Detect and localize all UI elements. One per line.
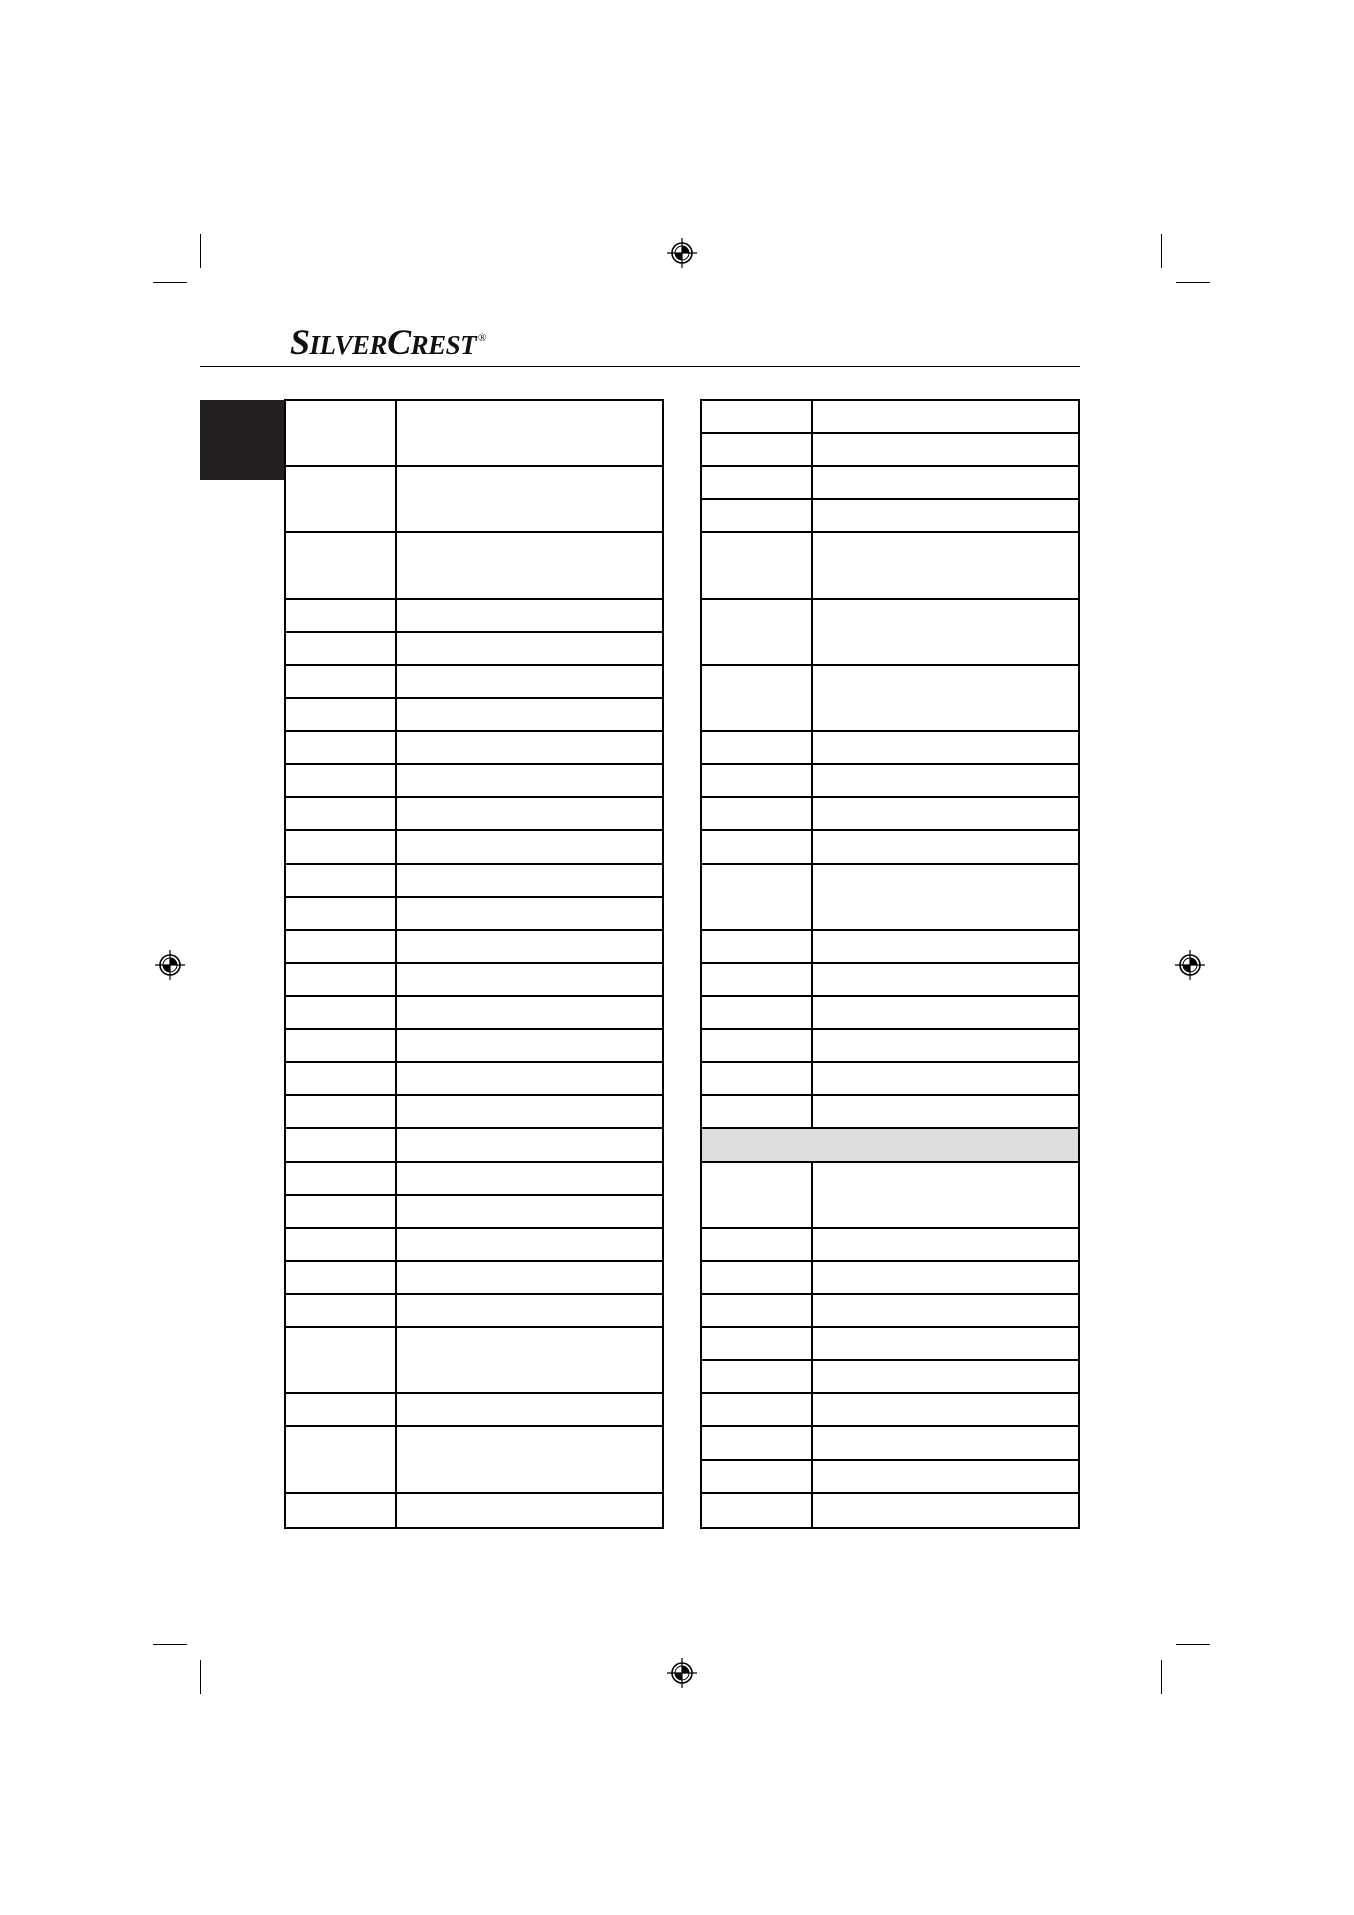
table-cell-label — [702, 1030, 813, 1061]
table-row — [286, 1394, 662, 1427]
table-cell-value — [397, 1096, 662, 1127]
table-row — [702, 1427, 1078, 1460]
table-row — [702, 1163, 1078, 1229]
table-cell-label — [286, 1196, 397, 1227]
table-cell-value — [397, 865, 662, 896]
table-cell-label — [286, 1295, 397, 1326]
table-row — [286, 467, 662, 533]
table-cell-label — [702, 1461, 813, 1492]
table-cell-value — [397, 831, 662, 862]
table-row — [702, 964, 1078, 997]
table-cell-label — [702, 600, 813, 664]
table-cell-label — [286, 798, 397, 829]
table-cell-value — [813, 500, 1078, 531]
table-cell-label — [702, 798, 813, 829]
table-cell-label — [702, 434, 813, 465]
table-cell-label — [702, 1163, 813, 1227]
table-row — [702, 1096, 1078, 1129]
table-cell-label — [286, 600, 397, 631]
table-row — [702, 1262, 1078, 1295]
table-row — [286, 1129, 662, 1162]
table-cell-value — [397, 1295, 662, 1326]
table-row — [702, 1030, 1078, 1063]
table-row — [286, 1427, 662, 1493]
table-cell-value — [397, 732, 662, 763]
table-row — [286, 865, 662, 898]
table-cell-label — [702, 1394, 813, 1425]
table-cell-label — [286, 732, 397, 763]
table-cell-value — [397, 1129, 662, 1160]
table-row — [286, 1295, 662, 1328]
table-cell-label — [286, 1427, 397, 1491]
table-cell-label — [702, 1229, 813, 1260]
table-cell-value — [813, 467, 1078, 498]
table-row — [286, 765, 662, 798]
table-row — [702, 931, 1078, 964]
table-cell-value — [813, 865, 1078, 929]
table-cell-label — [286, 964, 397, 995]
table-row — [702, 600, 1078, 666]
table-cell-value — [813, 1262, 1078, 1293]
table-row — [286, 1163, 662, 1196]
table-cell-label — [286, 1063, 397, 1094]
table-cell-value — [813, 666, 1078, 730]
table-cell-label — [286, 1494, 397, 1527]
table-row — [702, 997, 1078, 1030]
table-cell-label — [702, 997, 813, 1028]
table-row — [286, 1229, 662, 1262]
table-row — [702, 500, 1078, 533]
table-cell-value — [397, 600, 662, 631]
table-cell-label — [286, 1394, 397, 1425]
table-row — [702, 1494, 1078, 1527]
table-cell-label — [702, 533, 813, 597]
table-row — [286, 633, 662, 666]
table-cell-value — [397, 1262, 662, 1293]
table-cell-label — [286, 1030, 397, 1061]
table-cell-label — [702, 401, 813, 432]
table-cell-label — [286, 401, 397, 465]
table-row — [286, 600, 662, 633]
table-cell-label — [286, 699, 397, 730]
table-cell-label — [702, 964, 813, 995]
table-row — [702, 798, 1078, 831]
table-cell-label — [702, 1129, 1078, 1160]
crop-mark-bottom-left-h — [153, 1644, 187, 1645]
table-cell-value — [397, 997, 662, 1028]
table-cell-value — [397, 699, 662, 730]
table-cell-label — [702, 1494, 813, 1527]
table-cell-label — [286, 831, 397, 862]
table-row — [286, 964, 662, 997]
table-cell-label — [286, 865, 397, 896]
registration-mark-right-icon — [1175, 950, 1205, 980]
table-cell-value — [397, 765, 662, 796]
table-row — [286, 666, 662, 699]
table-cell-value — [397, 798, 662, 829]
table-cell-label — [702, 931, 813, 962]
table-cell-label — [286, 1229, 397, 1260]
table-row — [286, 1262, 662, 1295]
table-cell-value — [397, 467, 662, 531]
table-cell-label — [702, 1328, 813, 1359]
table-cell-value — [813, 1163, 1078, 1227]
crop-mark-bottom-right-v — [1161, 1660, 1162, 1694]
table-cell-label — [286, 633, 397, 664]
table-cell-value — [813, 1461, 1078, 1492]
table-cell-value — [397, 964, 662, 995]
table-cell-label — [286, 765, 397, 796]
table-cell-label — [702, 1295, 813, 1326]
table-cell-value — [397, 898, 662, 929]
table-row — [286, 898, 662, 931]
table-row — [702, 1394, 1078, 1427]
table-row — [286, 1096, 662, 1129]
table-cell-value — [813, 1328, 1078, 1359]
table-row — [702, 831, 1078, 864]
table-cell-value — [813, 1394, 1078, 1425]
table-cell-value — [813, 1063, 1078, 1094]
table-cell-label — [286, 931, 397, 962]
table-cell-label — [286, 1328, 397, 1392]
table-cell-label — [702, 1427, 813, 1458]
crop-mark-top-right-v — [1161, 234, 1162, 268]
table-cell-label — [702, 1096, 813, 1127]
table-cell-label — [286, 1129, 397, 1160]
table-section-row — [702, 1129, 1078, 1162]
table-cell-value — [813, 1030, 1078, 1061]
table-cell-label — [286, 666, 397, 697]
table-row — [286, 1494, 662, 1527]
table-cell-label — [702, 666, 813, 730]
table-cell-value — [813, 997, 1078, 1028]
table-cell-value — [813, 1295, 1078, 1326]
table-row — [286, 533, 662, 599]
table-cell-label — [702, 831, 813, 862]
table-cell-value — [813, 1361, 1078, 1392]
table-row — [286, 1030, 662, 1063]
table-cell-label — [286, 467, 397, 531]
table-cell-label — [286, 1163, 397, 1194]
table-row — [286, 401, 662, 467]
table-cell-value — [813, 533, 1078, 597]
table-row — [702, 401, 1078, 434]
table-cell-value — [813, 1427, 1078, 1458]
table-cell-value — [397, 633, 662, 664]
table-cell-value — [397, 1427, 662, 1491]
table-cell-value — [813, 1494, 1078, 1527]
table-cell-label — [702, 500, 813, 531]
table-cell-label — [286, 1262, 397, 1293]
table-cell-value — [813, 765, 1078, 796]
table-row — [702, 1063, 1078, 1096]
right-spec-table — [700, 399, 1080, 1529]
table-cell-value — [397, 1030, 662, 1061]
table-cell-label — [702, 1063, 813, 1094]
table-cell-value — [813, 1229, 1078, 1260]
table-row — [702, 1328, 1078, 1361]
table-cell-value — [397, 1163, 662, 1194]
table-row — [286, 699, 662, 732]
language-tab — [200, 400, 285, 480]
header-rule — [200, 366, 1080, 367]
table-cell-value — [397, 1494, 662, 1527]
table-cell-value — [813, 798, 1078, 829]
table-cell-value — [813, 1096, 1078, 1127]
table-cell-value — [813, 401, 1078, 432]
table-cell-label — [286, 898, 397, 929]
table-cell-value — [397, 931, 662, 962]
table-row — [702, 533, 1078, 599]
registration-mark-top-icon — [667, 238, 697, 268]
table-row — [286, 1328, 662, 1394]
table-cell-value — [813, 831, 1078, 862]
table-row — [702, 1295, 1078, 1328]
table-cell-label — [702, 1262, 813, 1293]
table-cell-value — [813, 434, 1078, 465]
table-row — [702, 732, 1078, 765]
table-cell-value — [397, 1394, 662, 1425]
table-cell-label — [286, 533, 397, 597]
table-cell-value — [397, 401, 662, 465]
table-cell-value — [397, 1063, 662, 1094]
table-cell-value — [397, 1196, 662, 1227]
table-row — [702, 765, 1078, 798]
table-cell-value — [397, 1328, 662, 1392]
crop-mark-bottom-left-v — [200, 1660, 201, 1694]
table-cell-label — [286, 1096, 397, 1127]
table-row — [286, 997, 662, 1030]
table-row — [702, 865, 1078, 931]
table-cell-label — [702, 765, 813, 796]
table-cell-label — [702, 467, 813, 498]
crop-mark-bottom-right-h — [1176, 1644, 1210, 1645]
table-row — [702, 434, 1078, 467]
crop-mark-top-right-h — [1176, 282, 1210, 283]
table-row — [702, 467, 1078, 500]
crop-mark-top-left-v — [200, 234, 201, 268]
table-row — [286, 732, 662, 765]
table-row — [702, 1461, 1078, 1494]
table-cell-value — [397, 666, 662, 697]
table-cell-value — [813, 732, 1078, 763]
table-row — [286, 798, 662, 831]
table-cell-value — [813, 931, 1078, 962]
table-cell-label — [702, 1361, 813, 1392]
registration-mark-bottom-icon — [667, 1658, 697, 1688]
table-row — [286, 831, 662, 864]
table-cell-label — [286, 997, 397, 1028]
table-row — [702, 1361, 1078, 1394]
table-row — [286, 1196, 662, 1229]
table-cell-value — [397, 533, 662, 597]
table-row — [702, 666, 1078, 732]
registration-mark-left-icon — [155, 950, 185, 980]
table-row — [702, 1229, 1078, 1262]
table-cell-value — [397, 1229, 662, 1260]
table-row — [286, 931, 662, 964]
brand-logo: SILVERCREST ® — [290, 322, 486, 362]
table-cell-label — [702, 732, 813, 763]
left-spec-table — [284, 399, 664, 1529]
table-cell-value — [813, 600, 1078, 664]
crop-mark-top-left-h — [153, 282, 187, 283]
table-row — [286, 1063, 662, 1096]
table-cell-value — [813, 964, 1078, 995]
table-cell-label — [702, 865, 813, 929]
